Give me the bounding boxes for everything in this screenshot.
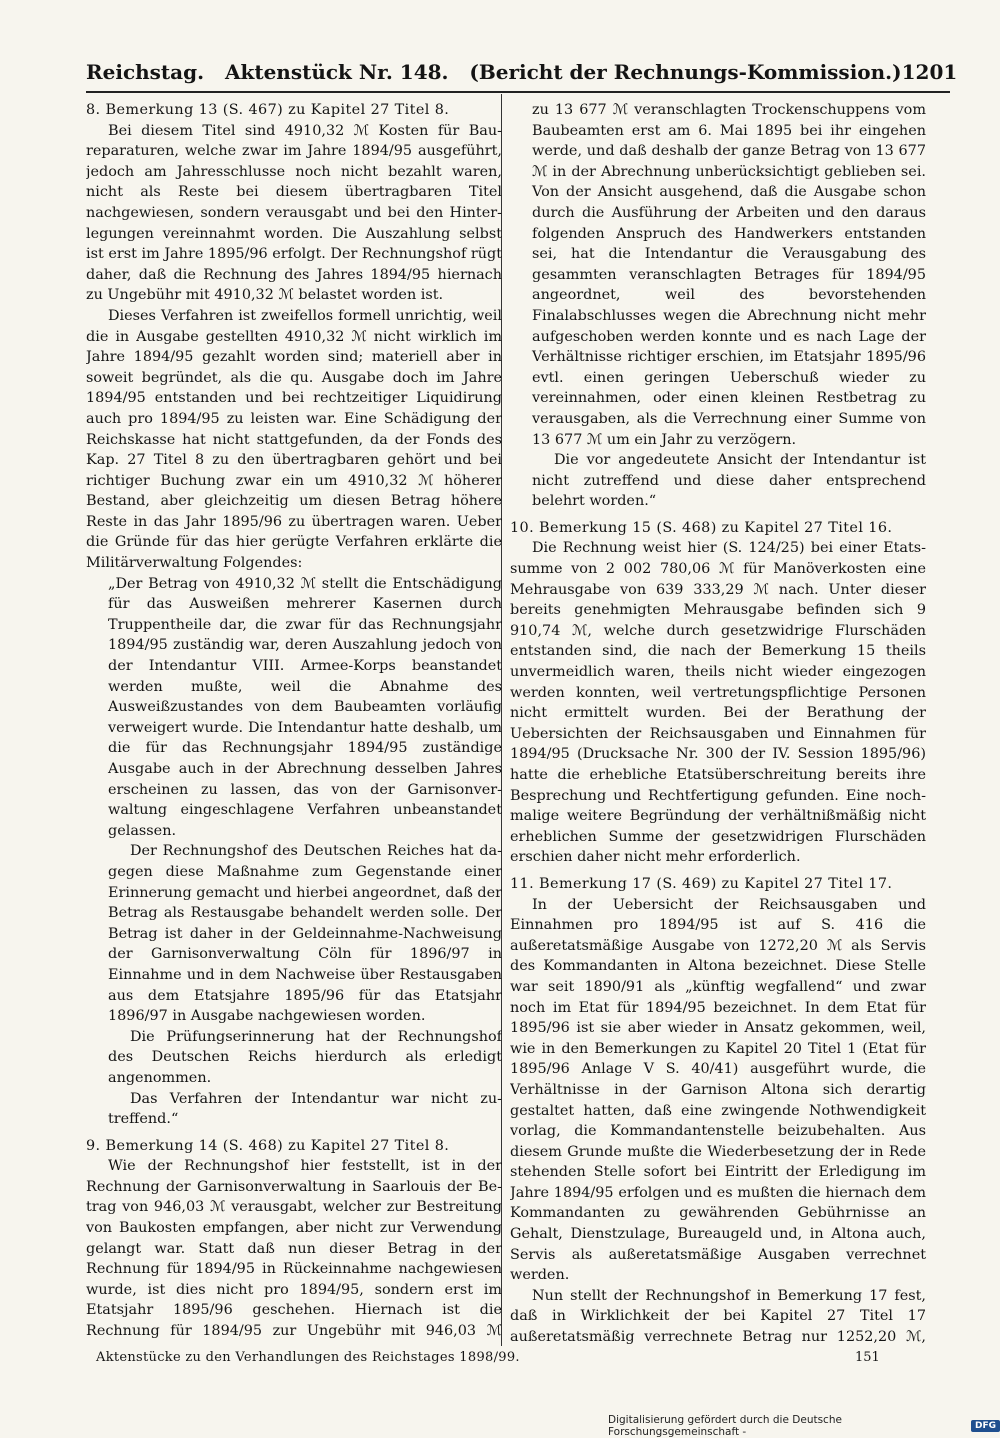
paragraph: Wie der Rechnungshof hier feststellt, ist in der Rechnung der Garnisonverwaltung in Saarlouis der Betrag von 946,03 ℳ verausgabt, welcher zur Bestreitung von Baukosten empfangen, aber nicht zur Verwendung gelangt war. Statt daß nun dieser Betrag in der Rechnung für 1894/95 in Rückeinnahme nachgewiesen wurde, ist dies nicht pro 1894/95, sondern erst im Etatsjahr 1895/96 geschehen. Hiernach ist die Rechnung für 1894/95 zur Ungebühr mit 946,03 ℳ [86, 1158, 502, 1340]
paragraph: Nun stellt der Rechnungshof in Bemerkung 17 fest, daß in Wirklichkeit der bei Kapitel 27 Titel 17 außeretatsmäßig verrechnete Betrag nur 1252,20 ℳ, [510, 1287, 926, 1345]
paragraph: Die Rechnung weist hier (S. 124/25) bei einer Etatssumme von 2 002 780,06 ℳ für Manöverkosten eine Mehrausgabe von 639 333,29 ℳ nach. Unter dieser bereits genehmigten Mehrausgabe befinden sich 9 910,74 ℳ, welche durch gesetzwidrige Flurschäden entstanden sind, die nach der Bemerkung 15 theils unvermeidlich waren, theils nicht wieder eingezogen werden konnten, weil vertretungspflichtige Personen nicht ermittelt wurden. Bei der Berathung der Uebersichten der Reichsausgaben und Einnahmen für 1894/95 (Drucksache Nr. 300 der IV. Session 1895/96) hatte die erhebliche Etatsüberschreitung bereits ihre Besprechung und Rechtfertigung gefunden. Eine nochmalige weitere Begründung der verhältnißmäßig nicht erheblichen Summe der gesetzwidrigen Flurschäden erschien daher nicht mehr erforderlich. [510, 540, 926, 866]
page-number: 1201 [901, 60, 958, 84]
left-column [86, 100, 502, 1345]
paragraph: zu 13 677 ℳ veranschlagten Trockenschuppens vom Baubeamten erst am 6. Mai 1895 bei ihr eingehen werde, und daß deshalb der ganze Betrag von 13 677 ℳ in der Abrechnung unberücksichtigt geblieben sei. Von der Ansicht ausgehend, daß die Ausgabe schon durch die Ausführung der Arbeiten und den daraus folgenden Anspruch des Handwerkers entstanden sei, hat die Intendantur die Verausgabung des gesammten veranschlagten Betrages für 1894/95 angeordnet, weil des bevorstehenden Finalabschlusses wegen die Abrechnung nicht mehr aufgeschoben werden konnte und es nach Lage der Verhältnisse richtiger erschien, im Etatsjahr 1895/96 evtl. einen geringen Ueberschuß wieder zu vereinnahmen, oder einen kleinen Restbetrag zu verausgaben, als die Verrechnung einer Summe von 13 677 ℳ um ein Jahr zu verzögern. [532, 102, 926, 448]
dfg-logo: DFG [971, 1420, 1000, 1432]
paragraph: Die vor angedeutete Ansicht der Intendantur ist nicht zutreffend und diese daher entsprechend belehrt worden.“ [532, 452, 926, 510]
paragraph: Dieses Verfahren ist zweifellos formell unrichtig, weil die in Ausgabe gestellten 4910,32 ℳ nicht wirklich im Jahre 1894/95 gezahlt worden sind; materiell aber in soweit begründet, als die qu. Ausgabe doch im Jahre 1894/95 entstanden und bei rechtzeitiger Liquidirung auch pro 1894/95 zu leisten war. Eine Schädigung der Reichskasse hat nicht stattgefunden, da der Fonds des Kap. 27 Titel 8 zu den übertragbaren gehört und bei richtiger Buchung zwar ein um 4910,32 ℳ höherer Bestand, aber gleichzeitig um diesen Betrag höhere Reste in das Jahr 1895/96 zu übertragen waren. Ueber die Gründe für das hier gerügte Verfahren erklärte die Militärverwaltung Folgendes: [86, 307, 502, 572]
running-header [86, 56, 958, 88]
section-heading: 9. Bemerkung 14 (S. 468) zu Kapitel 27 Titel 8. [86, 1137, 450, 1154]
paragraph: Die Prüfungserinnerung hat der Rechnungshof des Deutschen Reichs hierdurch als erledigt angenommen. [108, 1028, 502, 1086]
header-rule [86, 91, 950, 93]
paragraph: „Der Betrag von 4910,32 ℳ stellt die Entschädigung für das Ausweißen mehrerer Kasernen durch Truppentheile dar, die zwar für das Rechnungsjahr 1894/95 zuständig war, deren Auszahlung jedoch von der Intendantur VIII. Armee-Korps beanstandet werden mußte, weil die Abnahme des Ausweißzustandes von dem Baubeamten vorläufig verweigert wurde. Die Intendantur hatte deshalb, um die für das Rechnungsjahr 1894/95 zuständige Ausgabe auch in der Abrechnung desselben Jahres erscheinen zu lassen, das von der Garnisonverwaltung eingeschlagene Verfahren unbeanstandet gelassen. [108, 575, 502, 839]
footer-source: Aktenstücke zu den Verhandlungen des Reichstages 1898/99. [96, 1350, 520, 1365]
right-column [510, 100, 926, 1345]
section-heading: 10. Bemerkung 15 (S. 468) zu Kapitel 27 Titel 16. [510, 519, 893, 536]
paragraph: In der Uebersicht der Reichsausgaben und Einnahmen pro 1894/95 ist auf S. 416 die außeretatsmäßige Ausgabe von 1272,20 ℳ als Servis des Kommandanten in Altona bezeichnet. Diese Stelle war seit 1890/91 als „künftig wegfallend“ und zwar noch im Etat für 1894/95 bezeichnet. In dem Etat für 1895/96 ist sie aber wieder in Ansatz gekommen, weil, wie in den Bemerkungen zu Kapitel 20 Titel 1 (Etat für 1895/96 Anlage V S. 40/41) ausgeführt wurde, die Verhältnisse in der Garnison Altona sich derartig gestaltet hatten, daß eine zwingende Nothwendigkeit vorlag, die Kommandantenstelle beizubehalten. Aus diesem Grunde mußte die Wiederbesetzung der in Rede stehenden Stelle sofort bei Eintritt der Erledigung im Jahre 1894/95 erfolgen und es mußten die hiernach dem Kommandanten zu gewährenden Gebührnisse an Gehalt, Dienstzulage, Bureaugeld und, in Altona auch, Servis als außeretatsmäßige Ausgaben verrechnet werden. [510, 896, 926, 1284]
digitization-text: Digitalisierung gefördert durch die Deutsche Forschungsgemeinschaft - [608, 1414, 842, 1438]
digitization-credit [608, 1414, 1000, 1438]
paragraph: Der Rechnungshof des Deutschen Reiches hat dagegen diese Maßnahme zum Gegenstande einer Erinnerung gemacht und hierbei angeordnet, daß der Betrag als Restausgabe behandelt werden solle. Der Betrag ist daher in der Geldeinnahme-Nachweisung der Garnisonverwaltung Cöln für 1896/97 in Einnahme und in dem Nachweise über Restausgaben aus dem Etatsjahre 1895/96 für das Etatsjahr 1896/97 in Ausgabe nachgewiesen worden. [108, 843, 502, 1025]
section-heading: 11. Bemerkung 17 (S. 469) zu Kapitel 27 Titel 17. [510, 875, 893, 892]
section-heading: 8. Bemerkung 13 (S. 467) zu Kapitel 27 Titel 8. [86, 102, 450, 118]
paragraph: Bei diesem Titel sind 4910,32 ℳ Kosten für Baureparaturen, welche zwar im Jahre 1894/95 ausgeführt, jedoch am Jahresschlusse noch nicht bezahlt waren, nicht als Reste bei diesem übertragbaren Titel nachgewiesen, sondern verausgabt und bei den Hinterlegungen vereinnahmt worden. Die Auszahlung selbst ist erst im Jahre 1895/96 erfolgt. Der Rechnungshof rügt daher, daß die Rechnung des Jahres 1894/95 hiernach zu Ungebühr mit 4910,32 ℳ belastet worden ist. [86, 122, 502, 304]
signature-number: 151 [855, 1350, 880, 1365]
paragraph: Das Verfahren der Intendantur war nicht zutreffend.“ [108, 1090, 502, 1128]
header-title: Reichstag. Aktenstück Nr. 148. (Bericht der Rechnungs-Kommission.) [86, 60, 902, 84]
